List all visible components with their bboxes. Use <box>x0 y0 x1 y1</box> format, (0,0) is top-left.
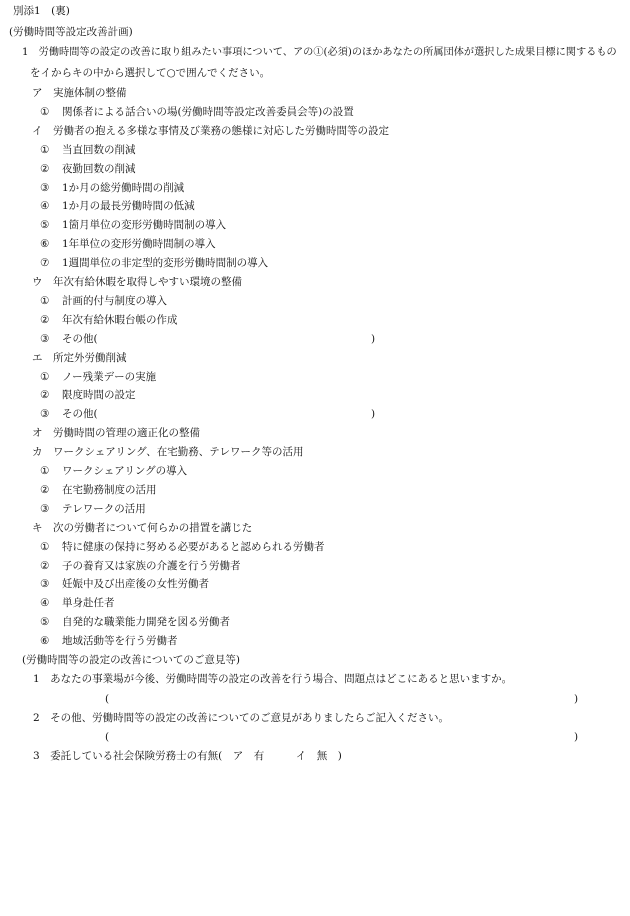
item-text: その他( <box>62 408 98 420</box>
item-text: 特に健康の保持に努める必要があると認められる労働者 <box>62 541 325 553</box>
item-number: ③ <box>40 503 50 515</box>
item-text: 計画的付与制度の導入 <box>62 295 167 307</box>
item-number: ② <box>40 560 50 572</box>
category-label: ア 実施体制の整備 <box>32 87 127 99</box>
item-text: 年次有給休暇台帳の作成 <box>62 314 178 326</box>
item-text: テレワークの活用 <box>62 503 146 515</box>
item-text: 単身赴任者 <box>62 597 115 609</box>
item-number: ② <box>40 314 50 326</box>
item-close-paren: ) <box>371 408 376 420</box>
opinion-question-1: 1 あなたの事業場が今後、労働時間等の設定の改善を行う場合、問題点はどこにあると思いますか。 <box>33 673 513 685</box>
category-label: エ 所定外労働削減 <box>32 352 127 364</box>
attachment-label: 別添1 (裏) <box>13 5 70 17</box>
answer-2-open-paren: ( <box>105 731 110 743</box>
item-number: ⑥ <box>40 238 50 250</box>
item-number: ② <box>40 389 50 401</box>
item-number: ④ <box>40 597 50 609</box>
item-text: 自発的な職業能力開発を図る労働者 <box>62 616 230 628</box>
item-number: ④ <box>40 200 50 212</box>
item-text: 妊娠中及び出産後の女性労働者 <box>62 578 209 590</box>
intro-line-1: 1 労働時間等の設定の改善に取り組みたい事項について、アの①(必須)のほかあなたの所属団体が選択した成果目標に関するもの <box>22 47 617 58</box>
item-text: 限度時間の設定 <box>62 389 136 401</box>
item-number: ⑥ <box>40 635 50 647</box>
answer-1-close-paren: ) <box>574 693 579 705</box>
item-number: ⑤ <box>40 616 50 628</box>
item-close-paren: ) <box>371 333 376 345</box>
item-number: ① <box>40 541 50 553</box>
intro-line-2: をイからキの中から選択して○で囲んでください。 <box>30 67 271 79</box>
item-number: ① <box>40 371 50 383</box>
opinion-title: (労働時間等の設定の改善についてのご意見等) <box>22 654 240 666</box>
item-text: 在宅勤務制度の活用 <box>62 484 157 496</box>
category-label: オ 労働時間の管理の適正化の整備 <box>32 427 200 439</box>
item-text: 関係者による話合いの場(労働時間等設定改善委員会等)の設置 <box>62 106 354 118</box>
item-number: ② <box>40 163 50 175</box>
item-text: その他( <box>62 333 98 345</box>
item-text: 1週間単位の非定型的変形労働時間制の導入 <box>62 257 269 269</box>
item-number: ① <box>40 144 50 156</box>
item-text: 1か月の総労働時間の削減 <box>62 182 185 194</box>
item-number: ⑦ <box>40 257 50 269</box>
item-number: ① <box>40 295 50 307</box>
item-text: 1年単位の変形労働時間制の導入 <box>62 238 216 250</box>
category-label: カ ワークシェアリング、在宅勤務、テレワーク等の活用 <box>32 446 304 458</box>
item-text: 子の養育又は家族の介護を行う労働者 <box>62 560 241 572</box>
item-text: ノー残業デーの実施 <box>62 371 157 383</box>
category-label: ウ 年次有給休暇を取得しやすい環境の整備 <box>32 276 242 288</box>
item-number: ③ <box>40 182 50 194</box>
item-text: 当直回数の削減 <box>62 144 136 156</box>
item-number: ① <box>40 465 50 477</box>
item-number: ⑤ <box>40 219 50 231</box>
item-text: 1か月の最長労働時間の低減 <box>62 200 195 212</box>
item-number: ① <box>40 106 50 118</box>
item-text: 夜勤回数の削減 <box>62 163 136 175</box>
item-text: 地域活動等を行う労働者 <box>62 635 178 647</box>
opinion-question-3: 3 委託している社会保険労務士の有無( ア 有 イ 無 ) <box>33 750 342 762</box>
item-number: ③ <box>40 333 50 345</box>
category-label: キ 次の労働者について何らかの措置を講じた <box>32 522 253 534</box>
item-text: ワークシェアリングの導入 <box>62 465 188 477</box>
item-number: ③ <box>40 578 50 590</box>
category-label: イ 労働者の抱える多様な事情及び業務の態様に対応した労働時間等の設定 <box>32 125 389 137</box>
item-number: ② <box>40 484 50 496</box>
answer-1-open-paren: ( <box>105 693 110 705</box>
section-title: (労働時間等設定改善計画) <box>9 26 133 38</box>
item-number: ③ <box>40 408 50 420</box>
opinion-question-2: 2 その他、労働時間等の設定の改善についてのご意見がありましたらご記入ください。 <box>33 712 449 724</box>
answer-2-close-paren: ) <box>574 731 579 743</box>
item-text: 1箇月単位の変形労働時間制の導入 <box>62 219 227 231</box>
